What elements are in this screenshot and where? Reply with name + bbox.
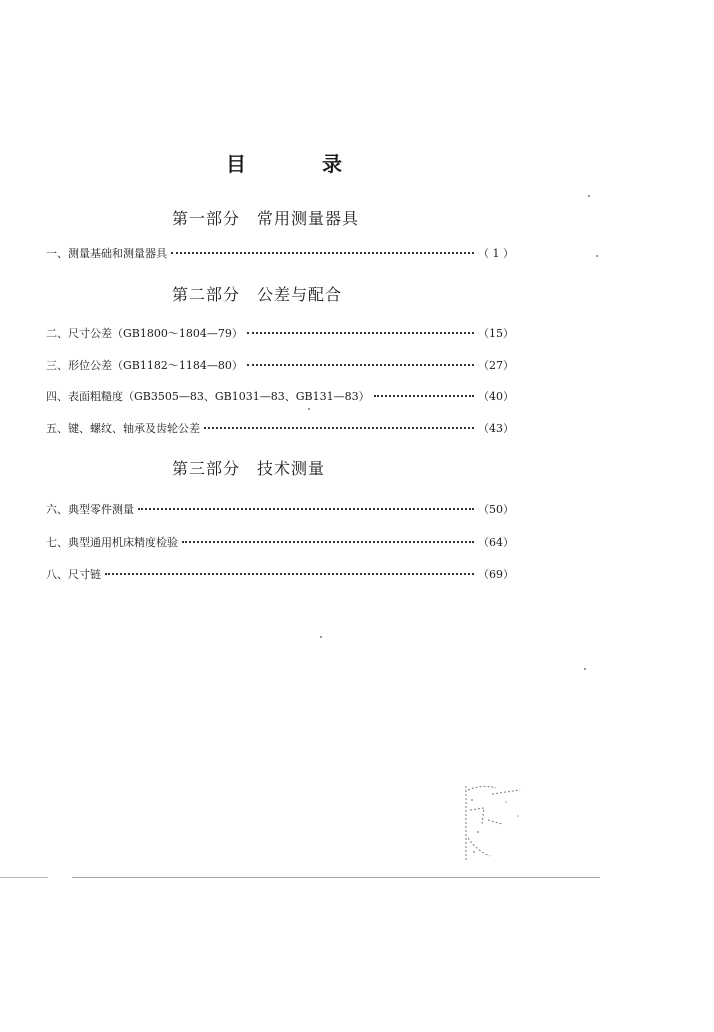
dot-leader (374, 383, 474, 397)
dot-leader (171, 240, 474, 254)
part-heading-3: 第三部分 技术测量 (172, 459, 326, 478)
part-heading-2: 第二部分 公差与配合 (172, 285, 343, 304)
scan-speck (584, 668, 586, 670)
dot-leader (247, 320, 474, 334)
scan-edge-line (0, 877, 600, 878)
dot-leader (204, 415, 474, 429)
dot-leader (105, 561, 474, 575)
scan-speck (320, 636, 322, 638)
toc-entry-page: （40） (478, 390, 514, 403)
part-heading-1: 第一部分 常用测量器具 (172, 209, 360, 228)
toc-entry-page: （ 1 ） (478, 247, 514, 260)
toc-entry-page: （15） (478, 327, 514, 340)
toc-entry[interactable] (46, 323, 514, 339)
scan-speck (308, 408, 310, 410)
page-title: 目 录 (226, 152, 370, 176)
toc-entry[interactable] (46, 499, 514, 515)
toc-entry-label: 四、表面粗糙度（GB3505—83、GB1031—83、GB131—83） (46, 390, 370, 403)
dot-leader (138, 496, 474, 510)
toc-entry-page: （43） (478, 422, 514, 435)
toc-entry[interactable] (46, 532, 514, 548)
toc-entry[interactable] (46, 386, 514, 402)
toc-entry-label: 五、键、螺纹、轴承及齿轮公差 (46, 422, 200, 435)
toc-entry-page: （50） (478, 503, 514, 516)
scan-speck (596, 255, 598, 257)
stamp-mark (462, 780, 534, 868)
toc-entry-label: 二、尺寸公差（GB1800～1804—79） (46, 327, 243, 340)
toc-entry-page: （69） (478, 568, 514, 581)
dot-leader (182, 529, 474, 543)
toc-entry-page: （27） (478, 359, 514, 372)
toc-entry[interactable] (46, 418, 514, 434)
toc-entry-label: 三、形位公差（GB1182～1184—80） (46, 359, 243, 372)
toc-entry-page: （64） (478, 536, 514, 549)
toc-entry[interactable] (46, 564, 514, 580)
scan-speck (588, 195, 590, 197)
toc-entry-label: 一、测量基础和测量器具 (46, 247, 167, 260)
toc-entry-label: 七、典型通用机床精度检验 (46, 536, 178, 549)
toc-entry[interactable] (46, 243, 514, 259)
toc-entry[interactable] (46, 355, 514, 371)
toc-entry-label: 六、典型零件测量 (46, 503, 134, 516)
dot-leader (247, 352, 474, 366)
toc-entry-label: 八、尺寸链 (46, 568, 101, 581)
